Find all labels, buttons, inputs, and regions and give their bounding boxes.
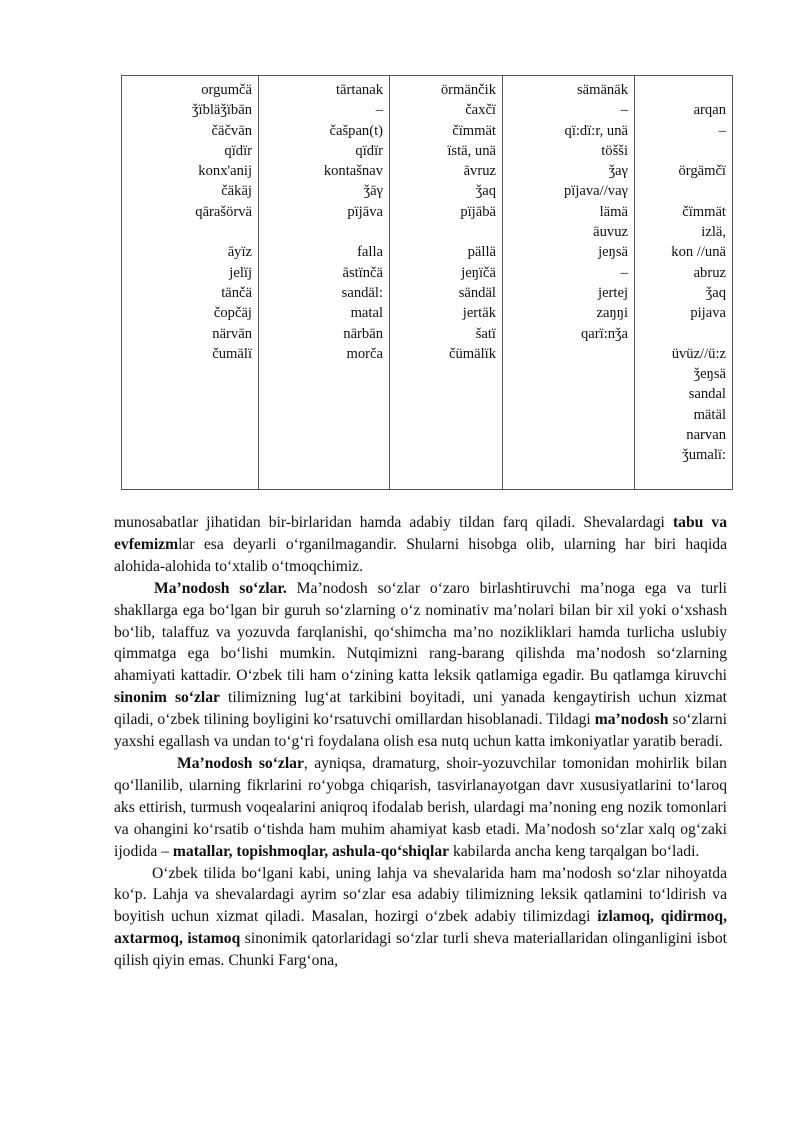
body-text	[114, 512, 727, 972]
table-cell-word: čašpan(t)	[329, 122, 383, 139]
table-column-3	[390, 76, 503, 490]
table-cell-word: morča	[346, 345, 383, 362]
table-cell-word: šatï	[475, 325, 496, 342]
bold-term: ma’nodosh	[594, 711, 669, 729]
table-cell-word: pïjava//vaγ	[564, 183, 628, 200]
table-cell-word: arqan	[693, 102, 726, 119]
table-row	[122, 76, 733, 490]
text-run: lar esa deyarli o‘rganilmagandir. Shularni hisobga olib, ularning har biri haqida alohida-alohida to‘xtalib o‘tmoqchimiz.	[114, 535, 727, 575]
table-cell-word: kontašnav	[323, 163, 383, 180]
table-cell-word: čumālï	[212, 345, 252, 362]
table-cell-word: jeŋïčä	[461, 264, 496, 281]
table-cell-word: nārbān	[343, 325, 383, 342]
paragraph	[114, 512, 727, 578]
table-cell-word: lämä	[599, 203, 628, 220]
table-cell-word: sändäl	[458, 284, 496, 301]
bold-term: sinonim so‘zlar	[114, 689, 220, 707]
table-cell-word: āyïz	[227, 244, 252, 261]
text-run: kabilarda ancha keng tarqalgan bo‘ladi.	[449, 842, 700, 860]
table-cell-word: ǯāγ	[363, 183, 383, 200]
table-cell-word: narvan	[686, 427, 726, 444]
table-cell-word: –	[620, 264, 628, 281]
table-cell-word: jeŋsä	[598, 244, 628, 261]
table-cell-word: falla	[357, 244, 383, 261]
table-cell-word	[265, 222, 383, 242]
table-cell-word: ǯaq	[475, 183, 496, 200]
table-cell-word: pïjābä	[460, 203, 496, 220]
table-column-2	[259, 76, 390, 490]
table-cell-word: jertej	[598, 284, 628, 301]
table-cell-word: jertäk	[462, 305, 496, 322]
table-cell-word: orgumčä	[201, 82, 252, 98]
table-cell-word: izlä,	[701, 224, 726, 241]
table-cell-word: ǯïbläǯïbān	[192, 102, 252, 119]
table-cell-word: āstïnčä	[342, 264, 383, 281]
table-cell-word: –	[718, 122, 726, 139]
table-cell-word: jelïj	[229, 264, 252, 281]
text-run: sinonimik qatorlaridagi so‘zlar turli sheva materiallaridan olinganligini isbot qilish qiyin emas. Chunki Farg‘ona,	[114, 930, 727, 970]
table-column-1	[122, 76, 259, 490]
table-cell-word: sandäl:	[341, 284, 383, 301]
table-cell-word: čïmmät	[682, 203, 726, 220]
bold-term: izlamoq, qidirmoq, axtarmoq, istamoq	[114, 908, 727, 948]
table-cell-word	[641, 324, 726, 344]
table-cell-word: tänčä	[221, 284, 252, 301]
table-cell-word: qïdïr	[355, 142, 383, 159]
table-cell-word: pïjāva	[347, 203, 383, 220]
table-cell-word	[128, 222, 252, 242]
table-column-5	[635, 76, 733, 490]
table-cell-word: čäčvān	[211, 122, 252, 139]
table-cell-word: ǯumalï:	[682, 447, 726, 464]
table-cell-word: āvruz	[463, 163, 496, 180]
table-cell-word: ǯaγ	[608, 163, 628, 180]
table-cell-word: tārtanak	[336, 82, 383, 98]
table-cell-word: örmänčik	[440, 82, 496, 98]
table-cell-word	[641, 181, 726, 201]
table-cell-word: qï:dï:r, unä	[564, 122, 628, 139]
table-cell-word: matal	[350, 305, 383, 322]
table-cell-word: čümälïk	[448, 345, 496, 362]
table-column-4	[503, 76, 635, 490]
table-cell-word: čopčäj	[213, 305, 252, 322]
table-cell-word: –	[620, 102, 628, 119]
table-cell-word: örgämčï	[678, 163, 726, 180]
table-cell-word: pijava	[690, 305, 726, 322]
table-cell-word: kon //unä	[671, 244, 726, 261]
table-cell-word: abruz	[693, 264, 726, 281]
bold-term: Ma’nodosh so‘zlar.	[154, 579, 287, 597]
table-cell-word: mätäl	[693, 406, 726, 423]
table-cell-word: ǯaq	[705, 284, 726, 301]
table-cell-word	[641, 141, 726, 161]
table-cell-word: pällä	[467, 244, 496, 261]
table-cell-word: čäkäj	[221, 183, 252, 200]
table-cell-word: ïstä, unä	[447, 142, 496, 159]
table-cell-word: čaxčï	[465, 102, 496, 119]
text-run: O‘zbek tilida bo‘lgani kabi, uning lahja va shevalarida ham ma’nodosh so‘zlar nihoyatda ko‘p. Lahja va shevalardagi ayrim so‘zlar esa adabiy tilimizning leksik qatlamini to‘ldirish va boyitish uchun xizmat qiladi. Masalan, hozirgi o‘zbek adabiy tilimizdagi	[114, 864, 727, 926]
table-cell-word: –	[375, 102, 383, 119]
text-run: Ma’nodosh so‘zlar o‘zaro birlashtiruvchi ma’noga ega va turli shakllarga ega bo‘lgan bir guruh so‘zlarning o‘z nominativ ma’nolari bilan bir xil yoki o‘xshash bo‘lib, talaffuz va yozuvda farqlanishi, qo‘shimcha ma’no nozikliklari hamda turlicha uslubiy qimmatga ega bo‘lishi mumkin. Nutqimizni rang-barang qilishda ma’nodosh so‘zlarning ahamiyati kattadir. O‘zbek tili ham o‘zining katta leksik qatlamiga egadir. Bu qatlamga kiruvchi	[114, 579, 727, 685]
bold-term: matallar, topishmoqlar, ashula-qo‘shiqlar	[172, 842, 450, 860]
table-cell-word: qārašörvä	[195, 203, 252, 220]
table-cell-word: sandal	[688, 386, 726, 403]
table-cell-word: sämänäk	[576, 82, 628, 98]
table-cell-word: zaŋŋi	[596, 305, 628, 322]
dialect-words-table	[121, 75, 733, 490]
table-cell-word: konx'anij	[198, 163, 252, 180]
table-cell-word	[641, 80, 726, 100]
table-cell-word: qarï:nǯa	[581, 325, 628, 342]
text-run: tilimizning lug‘at tarkibini boyitadi, uni yanada kengaytirish uchun xizmat qiladi, o‘zbek tilining boyligini ko‘rsatuvchi omillardan hisoblanadi. Tildagi	[114, 689, 727, 729]
text-run: so‘zlarni yaxshi egallash va undan to‘g‘ri foydalana olish esa nutq uchun katta imkoniyatlar yaratib beradi.	[114, 711, 727, 751]
table-cell-word	[396, 222, 496, 242]
table-cell-word: töšši	[601, 142, 628, 159]
table-cell-word: qïdïr	[224, 142, 252, 159]
table-cell-word: ǯeŋsä	[693, 366, 726, 383]
bold-term: Ma’nodosh so‘zlar	[177, 754, 304, 772]
paragraph	[114, 578, 727, 753]
text-run: , ayniqsa, dramaturg, shoir-yozuvchilar tomonidan mohirlik bilan qo‘llanilib, ularning fikrlarini ro‘yobga chiqarish, tasvirlanayotgan davr xususiyatlarini to‘laroq aks ettirish, turmush voqealarini aniqroq ifodalab berish, ulardagi ma’noning eng nozik tomonlari va ohangini ko‘rsatib o‘tishda ham muhim ahamiyat kasb etadi. Ma’nodosh so‘zlar xalq og‘zaki ijodida –	[114, 754, 727, 860]
paragraph	[114, 863, 727, 973]
table-cell-word: närvān	[212, 325, 252, 342]
table-cell-word: āuvuz	[593, 224, 628, 241]
table-cell-word: čïmmät	[452, 122, 496, 139]
bold-term: tabu va evfemizm	[114, 514, 727, 553]
paragraph	[114, 753, 727, 863]
table-cell-word: üvüz//ü:z	[671, 345, 726, 362]
text-run: munosabatlar jihatidan bir-birlaridan hamda adabiy tildan farq qiladi. Shevalardagi	[114, 514, 673, 531]
